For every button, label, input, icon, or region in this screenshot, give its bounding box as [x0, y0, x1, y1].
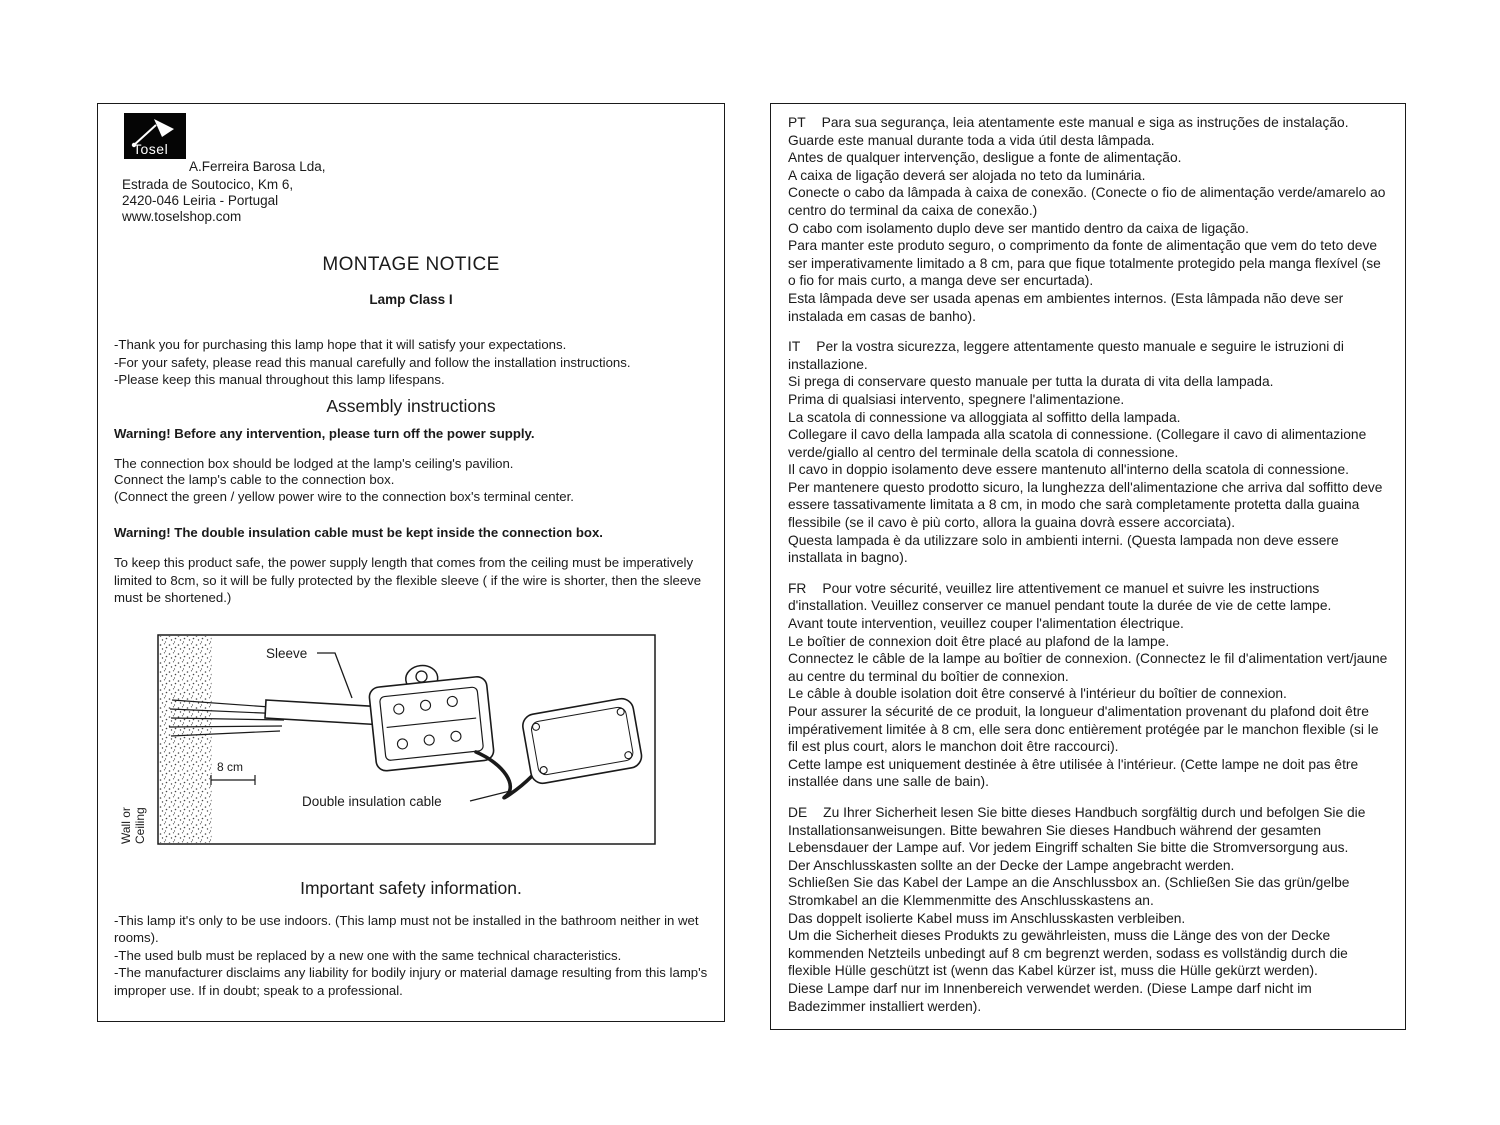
text-line — [788, 338, 1388, 373]
text-line: Cette lampe est uniquement destinée à être utilisée à l'intérieur. (Cette lampe ne doit pas être installée dans une salle de bain). — [788, 756, 1359, 790]
text-line: Esta lâmpada deve ser usada apenas em ambientes internos. (Esta lâmpada não deve ser instalada em casas de banho). — [788, 290, 1344, 324]
address-city: 2420-046 Leiria - Portugal — [122, 193, 279, 208]
text-line: Der Anschlusskasten sollte an der Decke der Lampe angebracht werden. — [788, 857, 1235, 873]
lamp-class-subtitle: Lamp Class I — [369, 292, 453, 307]
text-line: Das doppelt isolierte Kabel muss im Anschlusskasten verbleiben. — [788, 910, 1186, 926]
text-line: Guarde este manual durante toda a vida útil desta lâmpada. — [788, 132, 1155, 148]
section-pt — [788, 114, 1388, 325]
connection-line: Connect the lamp's cable to the connection box. — [114, 472, 395, 487]
intro-line: -Please keep this manual throughout this lamp lifespans. — [114, 372, 445, 387]
intro-line: -Thank you for purchasing this lamp hope that it will satisfy your expectations. — [114, 337, 567, 352]
assembly-heading: Assembly instructions — [326, 395, 496, 416]
safety-line: -The manufacturer disclaims any liability for bodily injury or material damage resulting from this lamp's improper use. If in doubt; speak to a professional. — [114, 965, 708, 998]
text-line: Diese Lampe darf nur im Innenbereich verwendet werden. (Diese Lampe darf nicht im Badezimmer installiert werden). — [788, 980, 1312, 1014]
lang-code-it: IT — [788, 339, 801, 355]
text-line — [788, 114, 1388, 132]
diagram-block — [114, 634, 708, 851]
tosel-logo — [124, 113, 186, 159]
text-line: Antes de qualquer intervenção, desligue a fonte de alimentação. — [788, 150, 1182, 166]
warning-power-supply: Warning! Before any intervention, please turn off the power supply. — [114, 425, 535, 441]
text-line: Schließen Sie das Kabel der Lampe an die Anschlussbox an. (Schließen Sie das grün/gelbe Stromkabel an die Klemmenmitte des Anschlusskastens an. — [788, 875, 1350, 908]
text-line: Per mantenere questo prodotto sicuro, la lunghezza dell'alimentazione che arriva dal soffitto deve essere tassativamente limitata a 8 cm, in modo che sarà completamente protetta dalla guaina flessibile (se il cavo è più corto, allora la guaina dovrà essere accorciata). — [788, 479, 1383, 531]
wall-ceiling-label: Wall or — [119, 806, 133, 844]
dimension-label: 8 cm — [217, 759, 244, 774]
website-text: www.toselshop.com — [122, 209, 242, 224]
text-line: Prima di qualsiasi intervento, spegnere l'alimentazione. — [788, 391, 1125, 407]
text-line: Le boîtier de connexion doit être placé au plafond de la lampe. — [788, 633, 1170, 649]
text-line: Collegare il cavo della lampada alla scatola di connessione. (Collegare il cavo di alimentazione verde/giallo al centro del terminale della scatola di connessione. — [788, 427, 1367, 460]
text-line: Para sua segurança, leia atentamente este manual e siga as instruções de instalação. — [821, 115, 1349, 130]
text-line: Questa lampada è da utilizzare solo in ambienti interni. (Questa lampada non deve essere installata in bagno). — [788, 532, 1339, 566]
wall-hatch — [160, 636, 212, 843]
text-line: Zu Ihrer Sicherheit lesen Sie bitte dieses Handbuch sorgfältig durch und befolgen Sie die Installationsanweisungen. Bitte bewahren Sie dieses Handbuch während der gesamten Lebensdauer der Lampe auf. Vor jedem Eingriff schalten Sie bitte die Stromversorgung aus. — [788, 804, 1366, 856]
wall-ceiling-label: Ceiling — [133, 806, 147, 844]
text-line: La scatola di connessione va alloggiata al soffitto della lampada. — [788, 409, 1181, 425]
text-line: Pour assurer la sécurité de ce produit, la longueur d'alimentation provenant du plafond doit être impérativement limitée à 8 cm, elle sera donc entièrement protégée par le manchon flexible (si le fil est plus court, alors le manchon doit être raccourci). — [788, 704, 1379, 755]
company-name: A.Ferreira Barosa Lda, — [189, 159, 326, 174]
connection-line: The connection box should be lodged at the lamp's ceiling's pavilion. — [114, 455, 514, 471]
connection-paragraph — [114, 456, 708, 506]
sleeve-label: Sleeve — [266, 645, 308, 661]
text-line: O cabo com isolamento duplo deve ser mantido dentro da caixa de ligação. — [788, 220, 1249, 236]
text-line: Si prega di conservare questo manuale per tutta la durata di vita della lampada. — [788, 374, 1274, 390]
safety-line: -This lamp it's only to be use indoors. (This lamp must not be installed in the bathroom neither in wet rooms). — [114, 912, 699, 945]
letterhead — [114, 112, 708, 224]
intro-line: -For your safety, please read this manual carefully and follow the installation instructions. — [114, 354, 631, 370]
safety-paragraph — [114, 912, 708, 1000]
text-line: Le câble à double isolation doit être conservé à l'intérieur du boîtier de connexion. — [788, 686, 1287, 702]
section-fr — [788, 580, 1388, 791]
address-block — [122, 177, 293, 225]
logo-brand: Tosel — [133, 141, 169, 157]
lang-code-fr: FR — [788, 580, 807, 596]
connection-line: (Connect the green / yellow power wire to the connection box's terminal center. — [114, 488, 574, 504]
text-line: Para manter este produto seguro, o comprimento da fonte de alimentação que vem do teto deve ser imperativamente limitado a 8 cm, para que fique totalmente protegido pela manga flexível (se o fio for mais curto, a manga deve ser encurtada). — [788, 238, 1381, 289]
text-line — [788, 804, 1388, 857]
text-line: Avant toute intervention, veuillez couper l'alimentation électrique. — [788, 616, 1184, 632]
safety-line: -The used bulb must be replaced by a new one with the same technical characteristics. — [114, 947, 622, 963]
text-line: Connectez le câble de la lampe au boîtier de connexion. (Connectez le fil d'alimentation vert/jaune au centre du terminal du boîtier de connexion. — [788, 651, 1388, 684]
lang-code-pt: PT — [788, 115, 806, 130]
address-street: Estrada de Soutocico, Km 6, — [122, 177, 294, 192]
keep-safe-paragraph: To keep this product safe, the power supply length that comes from the ceiling must be imperatively limited to 8cm, so it will be fully protected by the flexible sleeve ( if the wire is shorter, then the sleeve must be shortened.) — [114, 555, 702, 605]
warning-insulation: Warning! The double insulation cable must be kept inside the connection box. — [114, 525, 603, 540]
page-title: MONTAGE NOTICE — [322, 254, 500, 275]
safety-heading: Important safety information. — [300, 877, 522, 898]
cable-label: Double insulation cable — [302, 793, 442, 809]
text-line — [788, 580, 1388, 615]
lang-code-de: DE — [788, 804, 808, 820]
text-line: Conecte o cabo da lâmpada à caixa de conexão. (Conecte o fio de alimentação verde/amarelo ao centro do terminal da caixa de conexão.) — [788, 185, 1386, 218]
text-line: Um die Sicherheit dieses Produkts zu gewährleisten, muss die Länge des von der Decke kommenden Netzteils unbedingt auf 8 cm begrenzt werden, sodass es vollständig durch die flexible Hülle geschützt ist (wenn das Kabel kürzer ist, muss die Hülle gekürzt werden). — [788, 928, 1348, 979]
assembly-diagram — [114, 634, 710, 846]
intro-paragraph — [114, 336, 708, 389]
right-page — [770, 103, 1406, 1030]
text-line: Pour votre sécurité, veuillez lire attentivement ce manuel et suivre les instructions d'installation. Veuillez conserver ce manuel pendant toute la durée de vie de cette lampe. — [788, 580, 1332, 614]
text-line: A caixa de ligação deverá ser alojada no teto da luminária. — [788, 167, 1146, 183]
section-de — [788, 804, 1388, 1015]
text-line: Il cavo in doppio isolamento deve essere mantenuto all'interno della scatola di connessione. — [788, 462, 1349, 478]
left-page — [97, 103, 725, 1022]
section-it — [788, 338, 1388, 567]
text-line: Per la vostra sicurezza, leggere attentamente questo manuale e seguire le istruzioni di installazione. — [788, 339, 1344, 372]
